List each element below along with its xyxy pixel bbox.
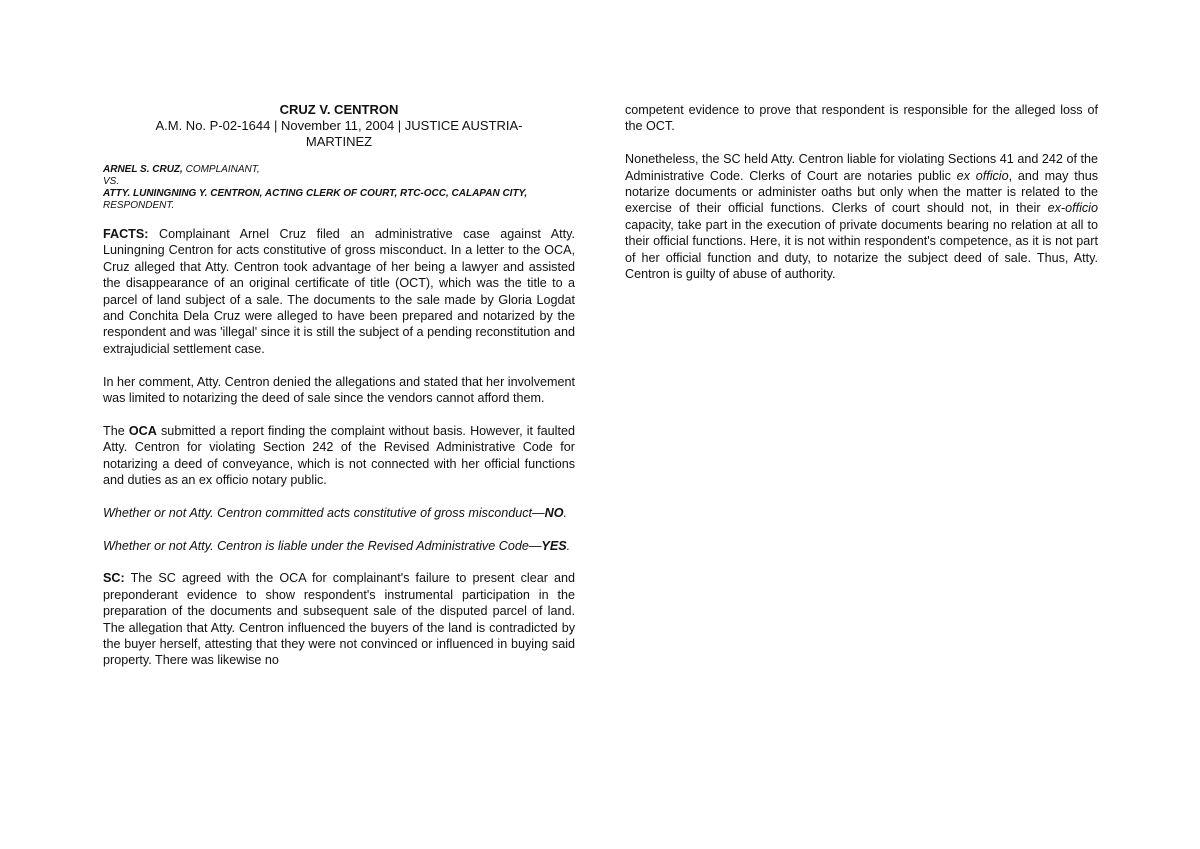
- case-title: CRUZ V. CENTRON: [279, 102, 399, 117]
- sc-text: The SC agreed with the OCA for complainant's failure to present clear and preponderant evidence to show respondent's instrumental participation in the preparation of the documents and subsequent sale of the disputed parcel of land. The allegation that Atty. Centron influenced the buyers of the land is contradicted by the buyer herself, attesting that they were not convinced or influenced in buying said property. There was likewise no: [103, 571, 575, 668]
- holding-text-3: capacity, take part in the execution of private documents bearing no relation at all to their official functions. Here, it is not within respondent's competence, as it is not part of her official function and duty, to notarize the subject deed of sale. Thus, Atty. Centron is guilty of abuse of authority.: [625, 217, 1098, 282]
- versus: VS.: [103, 176, 120, 187]
- citation-line-2: MARTINEZ: [305, 134, 373, 149]
- citation-line-1: A.M. No. P-02-1644 | November 11, 2004 | JUSTICE AUSTRIA-: [155, 118, 523, 133]
- holding-paragraph: [625, 151, 1098, 282]
- issue-1: [103, 505, 575, 521]
- respondent-role: RESPONDENT.: [103, 200, 175, 211]
- respondent-name: ATTY. LUNINGNING Y. CENTRON, ACTING CLERK OF COURT, RTC-OCC, CALAPAN CITY,: [103, 188, 528, 199]
- comment-paragraph: In her comment, Atty. Centron denied the allegations and stated that her involvement was limited to notarizing the deed of sale since the vendors cannot afford them.: [103, 374, 575, 406]
- left-column: [103, 102, 575, 685]
- facts-paragraph: [103, 226, 575, 357]
- oca-text: submitted a report finding the complaint without basis. However, it faulted Atty. Centron for violating Section 242 of the Revised Administrative Code for notarizing a deed of conveyance, which is not connected with her official functions and duties as an ex officio notary public.: [103, 423, 575, 488]
- oca-label: OCA: [128, 423, 157, 438]
- case-parties: [103, 164, 575, 212]
- issue-2: [103, 538, 575, 554]
- facts-label: FACTS:: [103, 227, 149, 241]
- issue-1-answer: NO: [544, 505, 564, 520]
- holding-text-1: Nonetheless, the SC held Atty. Centron liable for violating Sections 41 and 242 of the Administrative Code. Clerks of Court are notaries public: [625, 152, 1098, 183]
- right-column: [625, 102, 1098, 299]
- issue-2-answer: YES: [541, 538, 567, 553]
- sc-paragraph: [103, 570, 575, 668]
- continuation-paragraph: competent evidence to prove that respondent is responsible for the alleged loss of the OCT.: [625, 103, 1098, 134]
- complainant-name: ARNEL S. CRUZ,: [103, 164, 183, 175]
- oca-pre: The: [103, 423, 129, 438]
- holding-text-2: , and may thus notarize documents or administer oaths but only when the matter is related to the exercise of their official functions. Clerks of court should not, in their: [625, 168, 1099, 216]
- complainant-role: COMPLAINANT,: [182, 164, 260, 175]
- oca-paragraph: [103, 423, 575, 489]
- facts-text: Complainant Arnel Cruz filed an administrative case against Atty. Luningning Centron for acts constitutive of gross misconduct. In a letter to the OCA, Cruz alleged that Atty. Centron took advantage of her being a lawyer and assisted the disappearance of an original certificate of title (OCT), which was the title to a parcel of land subject of a sale. The documents to the sale made by Gloria Logdat and Conchita Dela Cruz were alleged to have been prepared and notarized by the respondent and was 'illegal' since it is still the subject of a pending reconstitution and extrajudicial settlement case.: [103, 227, 575, 356]
- issue-1-text: Whether or not Atty. Centron committed acts constitutive of gross misconduct—: [103, 505, 545, 520]
- holding-italic-2: ex-officio: [1047, 201, 1098, 216]
- case-citation: [103, 118, 575, 150]
- issue-2-text: Whether or not Atty. Centron is liable under the Revised Administrative Code—: [103, 538, 542, 553]
- issue-2-end: .: [566, 538, 571, 553]
- sc-label: SC:: [103, 571, 125, 586]
- issue-1-end: .: [563, 505, 568, 520]
- holding-italic-1: ex officio: [956, 168, 1009, 183]
